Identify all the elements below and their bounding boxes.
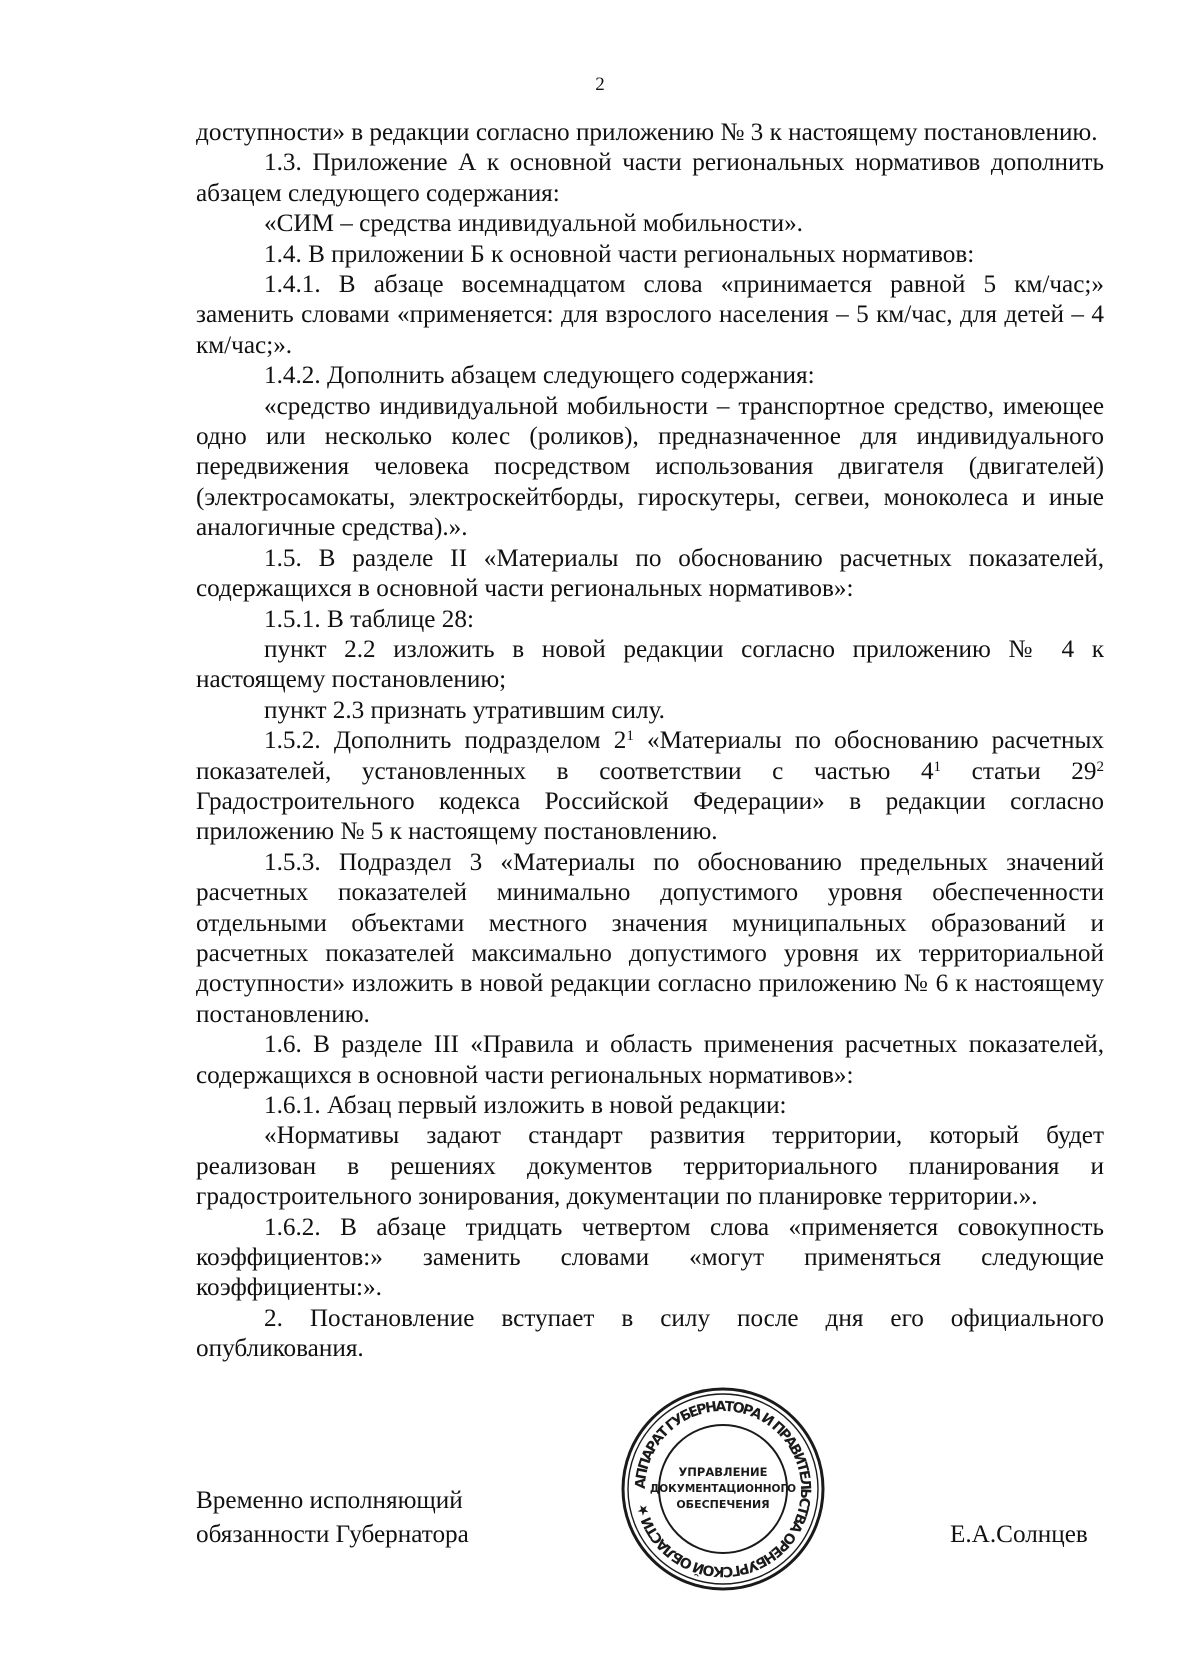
paragraph-1-6: 1.6. В разделе III «Правила и область применения расчетных показателей, содержащихся в основной части региональных нормативов»: <box>196 1031 1104 1089</box>
superscript: 1 <box>933 758 942 775</box>
superscript: 1 <box>626 727 634 744</box>
text-run: статьи 29 <box>941 757 1097 785</box>
paragraph-2-effective: 2. Постановление вступает в силу после дня его официального опубликования. <box>196 1304 1104 1363</box>
paragraph-1-4-1: 1.4.1. В абзаце восемнадцатом слова «принимается равной 5 км/час;» заменить словами «применяется: для взрослого населения – 5 км/час, для детей – 4 км/час;». <box>196 271 1104 359</box>
document-body <box>196 118 1104 1365</box>
paragraph-item-2-3: пункт 2.3 признать утратившим силу. <box>264 696 665 724</box>
paragraph-1-5-1: 1.5.1. В таблице 28: <box>264 605 474 633</box>
paragraph-norms-quote: «Нормативы задают стандарт развития территории, который будет реализован в решениях документов территориального планирования и градостроительного зонирования, документации по планировке территории.». <box>196 1122 1104 1211</box>
signature-position-line1: Временно исполняющий <box>196 1487 463 1514</box>
page-number: 2 <box>595 74 605 95</box>
paragraph-1-5-2 <box>196 726 1104 848</box>
paragraph-1-6-1: 1.6.1. Абзац первый изложить в новой редакции: <box>264 1092 787 1119</box>
paragraph-1-3: 1.3. Приложение А к основной части региональных нормативов дополнить абзацем следующего содержания: <box>196 149 1104 207</box>
paragraph-1-4-2: 1.4.2. Дополнить абзацем следующего содержания: <box>264 362 815 390</box>
paragraph-1-4: 1.4. В приложении Б к основной части региональных нормативов: <box>264 240 975 268</box>
superscript: 2 <box>1096 758 1104 775</box>
paragraph-1-5: 1.5. В разделе II «Материалы по обоснованию расчетных показателей, содержащихся в основной части региональных нормативов»: <box>196 544 1104 603</box>
paragraph-item-2-2: пункт 2.2 изложить в новой редакции согласно приложению № 4 к настоящему постановлению; <box>196 635 1104 694</box>
text-run: Градостроительного кодекса Российской Федерации» в редакции согласно приложению № 5 к настоящему постановлению. <box>196 787 1104 846</box>
signatory-name: Е.А.Солнцев <box>950 1521 1088 1548</box>
official-seal-stamp <box>618 1384 828 1594</box>
signature-position-line2: обязанности Губернатора <box>196 1521 469 1548</box>
seal-center-line2: ДОКУМЕНТАЦИОННОГО <box>649 1483 797 1495</box>
paragraph-continuation: доступности» в редакции согласно приложению № 3 к настоящему постановлению. <box>196 119 1098 146</box>
seal-center-line3: ОБЕСПЕЧЕНИЯ <box>676 1498 770 1511</box>
paragraph-1-5-3: 1.5.3. Подраздел 3 «Материалы по обоснованию предельных значений расчетных показателей минимально допустимого уровня обеспеченности отдельными объектами местного значения муниципальных образований и расчетных показателей максимально допустимого уровня их территориальной доступности» изложить в новой редакции согласно приложению № 6 к настоящему постановлению. <box>196 848 1104 1028</box>
paragraph-1-6-2: 1.6.2. В абзаце тридцать четвертом слова «применяется совокупность коэффициентов:» заменить словами «могут применяться следующие коэффициенты:». <box>196 1213 1104 1302</box>
paragraph-mobility-definition: «средство индивидуальной мобильности – транспортное средство, имеющее одно или несколько колес (роликов), предназначенное для индивидуального передвижения человека посредством использования двигателя (двигателей) (электросамокаты, электроскейтборды, гироскутеры, сегвеи, моноколеса и иные аналогичные средства).». <box>196 392 1104 542</box>
text-run: 1.5.2. Дополнить подразделом 2 <box>264 727 627 755</box>
seal-center-line1: УПРАВЛЕНИЕ <box>678 1465 768 1479</box>
paragraph-sim-definition: «СИМ – средства индивидуальной мобильности». <box>264 210 803 238</box>
text-run: «Материалы по обоснованию расчетных показателей, установленных в соответствии с частью 4 <box>196 727 1104 785</box>
signature-position <box>196 1484 469 1552</box>
seal-ring-text: АППАРАТ ГУБЕРНАТОРА И ПРАВИТЕЛЬСТВА ОРЕНБУРГСКОЙ ОБЛАСТИ ★ <box>632 1398 814 1580</box>
